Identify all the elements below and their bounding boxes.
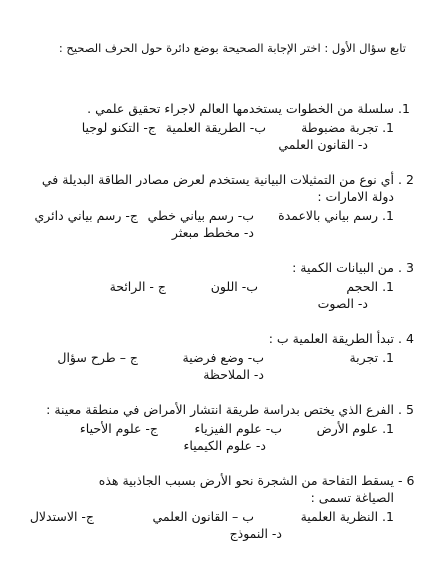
section-header: تابع سؤال الأول : اختر الإجابة الصحيحة بوضع دائرة حول الحرف الصحيح : [58, 41, 406, 55]
question-number: 4 . [398, 331, 414, 346]
option-a[interactable]: 1. النظرية العلمية [300, 509, 394, 524]
options-row-2 [22, 295, 394, 312]
option-c[interactable]: ج- الاستدلال [29, 509, 94, 524]
options-row-1 [22, 278, 394, 295]
question-stem: تبدأ الطريقة العلمية ب : [268, 331, 394, 346]
question-stem: أي نوع من التمثيلات البيانية يستخدم لعرض مصادر الطاقة البديلة في دولة الامارات : [41, 172, 394, 204]
options-row-2 [22, 136, 394, 153]
question-number: 2 . [398, 172, 414, 187]
question-1 [22, 100, 420, 153]
option-b[interactable]: ب- اللون [210, 279, 258, 294]
option-d[interactable]: د- القانون العلمي [278, 137, 368, 152]
option-b[interactable]: ب- الطريقة العلمية [165, 120, 266, 135]
option-d[interactable]: د- علوم الكيمياء [183, 438, 266, 453]
options-row-2 [22, 366, 394, 383]
question-number: 3 . [398, 260, 414, 275]
option-a[interactable]: 1. تجربة مضبوطة [301, 120, 394, 135]
option-d[interactable]: د- مخطط مبعثر [171, 225, 254, 240]
question-number: 5 . [398, 402, 414, 417]
question-4 [22, 330, 420, 383]
question-number: 1. [398, 101, 410, 116]
options-row-2 [22, 525, 394, 542]
option-c[interactable]: ج- علوم الأحياء [79, 421, 158, 436]
options-row-1 [22, 119, 394, 136]
option-b[interactable]: ب- وضع فرضية [182, 350, 264, 365]
option-d[interactable]: د- الملاحظة [203, 367, 264, 382]
question-stem: الفرع الذي يختص بدراسة طريقة انتشار الأمراض في منطقة معينة : [46, 402, 394, 417]
option-d[interactable]: د- النموذج [229, 526, 282, 541]
options-row-1 [22, 420, 394, 437]
option-a[interactable]: 1. الحجم [346, 279, 394, 294]
options-row-1 [22, 349, 394, 366]
question-3 [22, 259, 420, 312]
option-c[interactable]: ج - الرائحة [109, 279, 166, 294]
question-number: 6 - [398, 473, 415, 488]
question-2 [22, 171, 420, 241]
option-a[interactable]: 1. رسم بياني بالاعمدة [278, 208, 394, 223]
question-6 [22, 472, 420, 542]
options-row-2 [22, 224, 394, 241]
options-row-1 [22, 207, 394, 224]
question-stem: من البيانات الكمية : [292, 260, 394, 275]
question-5 [22, 401, 420, 454]
option-c[interactable]: ج- التكنو لوجيا [81, 120, 156, 135]
option-b[interactable]: ب- علوم الفيزياء [194, 421, 282, 436]
option-c[interactable]: ج – طرح سؤال [57, 350, 138, 365]
options-row-1 [22, 508, 394, 525]
option-d[interactable]: د- الصوت [317, 296, 368, 311]
option-b[interactable]: ب – القانون العلمي [152, 509, 254, 524]
option-c[interactable]: ج- رسم بياني دائري [34, 208, 138, 223]
option-b[interactable]: ب- رسم بياني خطي [147, 208, 254, 223]
options-row-2 [22, 437, 394, 454]
option-a[interactable]: 1. تجربة [349, 350, 394, 365]
question-stem: سلسلة من الخطوات يستخدمها العالم لاجراء تحقيق علمي . [87, 101, 394, 116]
question-stem: يسقط التفاحة من الشجرة نحو الأرض بسبب الجاذبية هذه الصياغة تسمى : [98, 473, 394, 505]
option-a[interactable]: 1. علوم الأرض [316, 421, 394, 436]
